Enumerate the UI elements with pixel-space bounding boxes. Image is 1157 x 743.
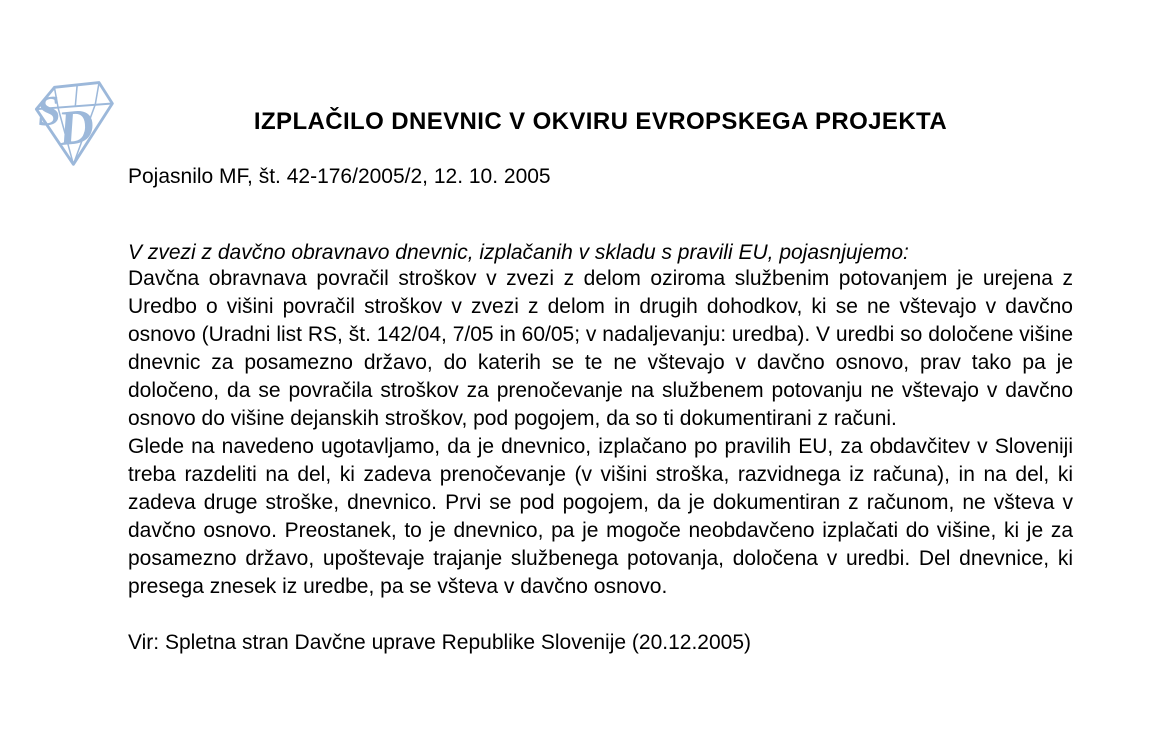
reference-line: Pojasnilo MF, št. 42-176/2005/2, 12. 10. 2005: [128, 165, 551, 188]
diamond-gem-icon: [24, 74, 119, 171]
svg-text:S: S: [34, 87, 63, 136]
paragraph-tax-treatment: Davčna obravnava povračil stroškov v zvezi z delom oziroma službenim potovanjem je urejena z Uredbo o višini povračil stroškov v zvezi z delom in drugih dohodkov, ki se ne vštevajo v davčno osnovo (Uradni list RS, št. 142/04, 7/05 in 60/05; v nadaljevanju: uredba). V uredbi so določene višine dnevnic za posamezno državo, do katerih se te ne vštevajo v davčno osnovo, prav tako pa je določeno, da se povračila stroškov za prenočevanje na službenem potovanju ne vštevajo v davčno osnovo do višine dejanskih stroškov, pod pogojem, da so ti dokumentirani z računi.: [128, 267, 1073, 430]
svg-text:D: D: [55, 97, 97, 157]
sd-diamond-logo: [24, 74, 119, 171]
footer-source-line: Vir: Spletna stran Davčne uprave Republike Slovenije (20.12.2005): [128, 631, 751, 654]
page-title: IZPLAČILO DNEVNIC V OKVIRU EVROPSKEGA PROJEKTA: [253, 108, 948, 135]
intro-line: V zvezi z davčno obravnavo dnevnic, izplačanih v skladu s pravili EU, pojasnjujemo:: [128, 241, 909, 264]
paragraph-conclusion: Glede na navedeno ugotavljamo, da je dnevnico, izplačano po pravilih EU, za obdavčitev v Sloveniji treba razdeliti na del, ki zadeva prenočevanje (v višini stroška, razvidnega iz računa), in na del, ki zadeva druge stroške, dnevnico. Prvi se pod pogojem, da je dokumentiran z računom, ne všteva v davčno osnovo. Preostanek, to je dnevnico, pa je mogoče neobdavčeno izplačati do višine, ki je za posamezno državo, upoštevaje trajanje službenega potovanja, določena v uredbi. Del dnevnice, ki presega znesek iz uredbe, pa se všteva v davčno osnovo.: [128, 435, 1073, 598]
document-content: [128, 0, 1073, 657]
